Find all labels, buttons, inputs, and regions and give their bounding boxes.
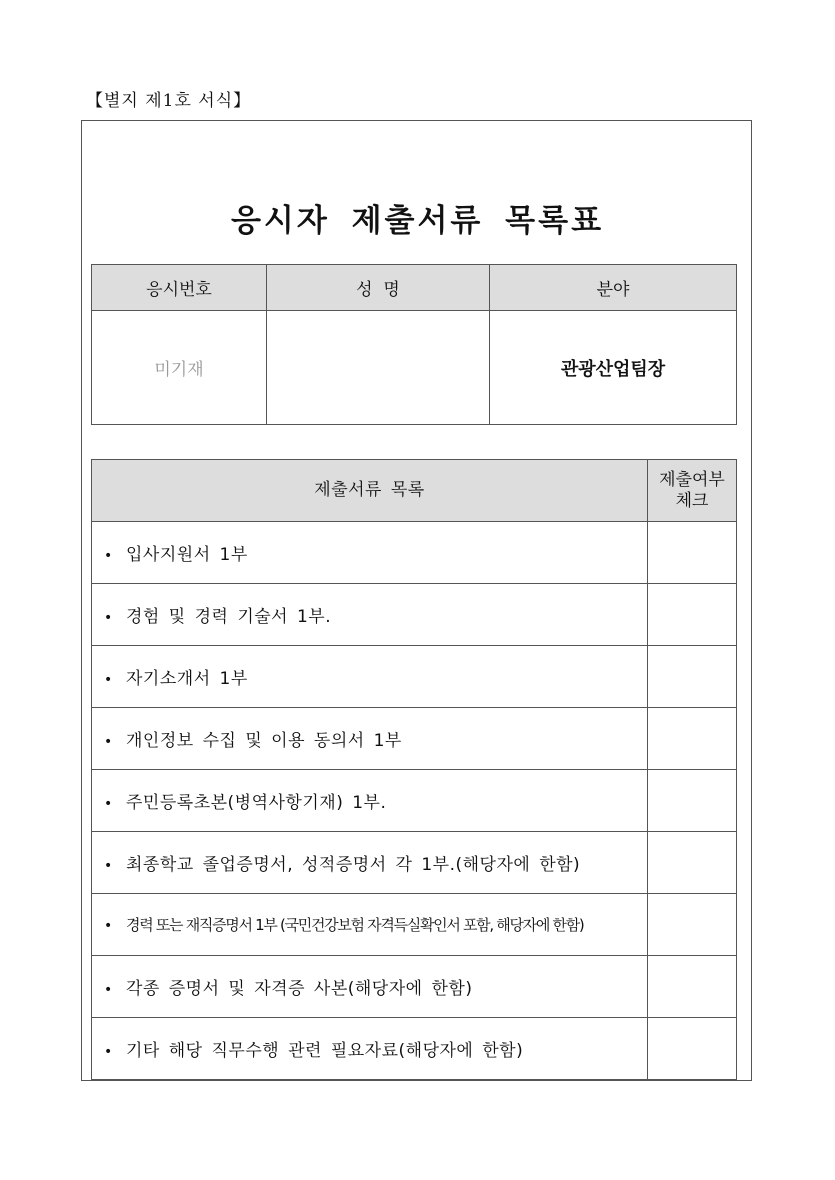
page-title: 응시자 제출서류 목록표 [230,203,605,239]
doc-item: 기타 해당 직무수행 관련 필요자료(해당자에 한함) [126,1041,524,1061]
doc-item: 경험 및 경력 기술서 1부. [126,607,332,627]
bullet: • [104,858,113,874]
header-exam-number: 응시번호 [92,265,267,311]
table-row [92,832,737,894]
doc-item: 입사지원서 1부 [126,545,248,565]
table-row [92,646,737,708]
name-value[interactable] [267,311,490,425]
doc-item: 주민등록초본(병역사항기재) 1부. [126,793,387,813]
check-cell[interactable] [648,584,737,646]
check-cell[interactable] [648,770,737,832]
bullet: • [104,918,113,934]
check-cell[interactable] [648,832,737,894]
bullet: • [104,1044,113,1060]
header-submission-check [648,460,737,522]
check-cell[interactable] [648,522,737,584]
check-cell[interactable] [648,646,737,708]
header-check-line2: 체크 [675,490,709,511]
bullet: • [104,734,113,750]
header-field: 분야 [490,265,737,311]
header-docs-list: 제출서류 목록 [92,460,648,522]
table-row [92,1018,737,1080]
check-cell[interactable] [648,708,737,770]
header-name: 성 명 [267,265,490,311]
field-value: 관광산업팀장 [490,311,737,425]
doc-item: 경력 또는 재직증명서 1부 (국민건강보험 자격득실확인서 포함, 해당자에 한함) [126,916,584,934]
check-cell[interactable] [648,1018,737,1080]
header-check-line1: 제출여부 [659,469,725,490]
table-row [92,956,737,1018]
exam-number-value: 미기재 [92,311,267,425]
check-cell[interactable] [648,894,737,956]
table-row [92,770,737,832]
bullet: • [104,796,113,812]
doc-item: 최종학교 졸업증명서, 성적증명서 각 1부.(해당자에 한함) [126,855,581,875]
bullet: • [104,610,113,626]
table-row [92,708,737,770]
applicant-info-table [91,264,737,425]
table-row [92,584,737,646]
form-label: 【별지 제1호 서식】 [86,91,252,111]
doc-item: 자기소개서 1부 [126,669,248,689]
doc-item: 각종 증명서 및 자격증 사본(해당자에 한함) [126,979,473,999]
submission-docs-table [91,459,737,1080]
table-row [92,894,737,956]
doc-item: 개인정보 수집 및 이용 동의서 1부 [126,731,402,751]
bullet: • [104,548,113,564]
check-cell[interactable] [648,956,737,1018]
bullet: • [104,982,113,998]
table-row [92,522,737,584]
bullet: • [104,672,113,688]
